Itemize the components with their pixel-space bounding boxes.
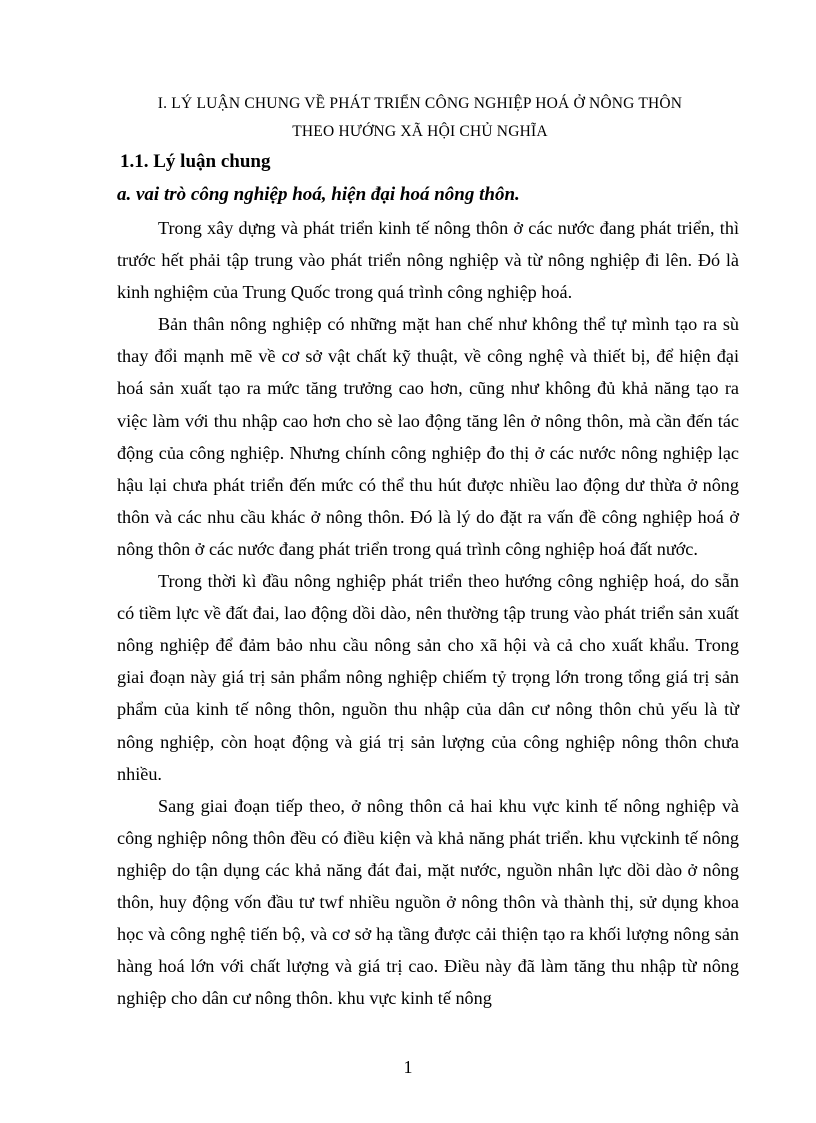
paragraph-1: Trong xây dựng và phát triển kinh tế nông thôn ở các nước đang phát triển, thì trước hết phải tập trung vào phát triển nông nghiệp và từ nông nghiệp đi lên. Đó là kinh nghiệm của Trung Quốc trong quá trình công nghiệp hoá. <box>117 218 739 303</box>
body-text <box>117 212 739 1014</box>
subsection-title: a. vai trò công nghiệp hoá, hiện đại hoá nông thôn. <box>117 184 520 205</box>
chapter-heading-line-1: I. LÝ LUẬN CHUNG VỀ PHÁT TRIỂN CÔNG NGHIỆP HOÁ Ở NÔNG THÔN <box>157 95 683 112</box>
paragraph-4: Sang giai đoạn tiếp theo, ở nông thôn cả hai khu vực kinh tế nông nghiệp và công nghiệp nông thôn đều có điều kiện và khả năng phát triển. khu vựckinh tế nông nghiệp do tận dụng các khả năng đát đai, mặt nước, nguồn nhân lực dồi dào ở nông thôn, huy động vốn đầu tư twf nhiều nguồn ở nông thôn và thành thị, sử dụng khoa học và công nghệ tiến bộ, và cơ sở hạ tầng được cải thiện tạo ra khối lượng nông sản hàng hoá lớn với chất lượng và giá trị cao. Điều này đã làm tăng thu nhập từ nông nghiệp cho dân cư nông thôn. khu vực kinh tế nông <box>117 795 739 1009</box>
section-title: 1.1. Lý luận chung <box>120 151 271 172</box>
paragraph-2: Bản thân nông nghiệp có những mặt han chế như không thể tự mình tạo ra sù thay đổi mạnh mẽ về cơ sở vật chất kỹ thuật, về công nghệ và thiết bị, để hiện đại hoá sản xuất tạo ra mức tăng trưởng cao hơn, cũng như không đủ khả năng tạo ra việc làm với thu nhập cao hơn cho sè lao động tăng lên ở nông thôn, mà cần đến tác động của công nghiệp. Nhưng chính công nghiệp đo thị ở các nước nông nghiệp lạc hậu lại chưa phát triển đến mức có thể thu hút được nhiều lao động dư thừa ở nông thôn và các nhu cầu khác ở nông thôn. Đó là lý do đặt ra vấn đề công nghiệp hoá ở nông thôn ở các nước đang phát triển trong quá trình công nghiệp hoá đất nước. <box>117 314 739 559</box>
page-number: 1 <box>403 1057 413 1077</box>
paragraph-3: Trong thời kì đầu nông nghiệp phát triển theo hướng công nghiệp hoá, do sẵn có tiềm lực về đất đai, lao động dồi dào, nên thường tập trung vào phát triển sản xuất nông nghiệp để đảm bảo nhu cầu nông sản cho xã hội và cả cho xuất khẩu. Trong giai đoạn này giá trị sản phẩm nông nghiệp chiếm tỷ trọng lớn trong tổng giá trị sản phẩm của kinh tế nông thôn, nguồn thu nhập của dân cư nông thôn chủ yếu là từ nông nghiệp, còn hoạt động và giá trị sản lượng của công nghiệp nông thôn chưa nhiều. <box>117 571 739 784</box>
chapter-heading-line-2: THEO HƯỚNG XÃ HỘI CHỦ NGHĨA <box>292 123 548 140</box>
